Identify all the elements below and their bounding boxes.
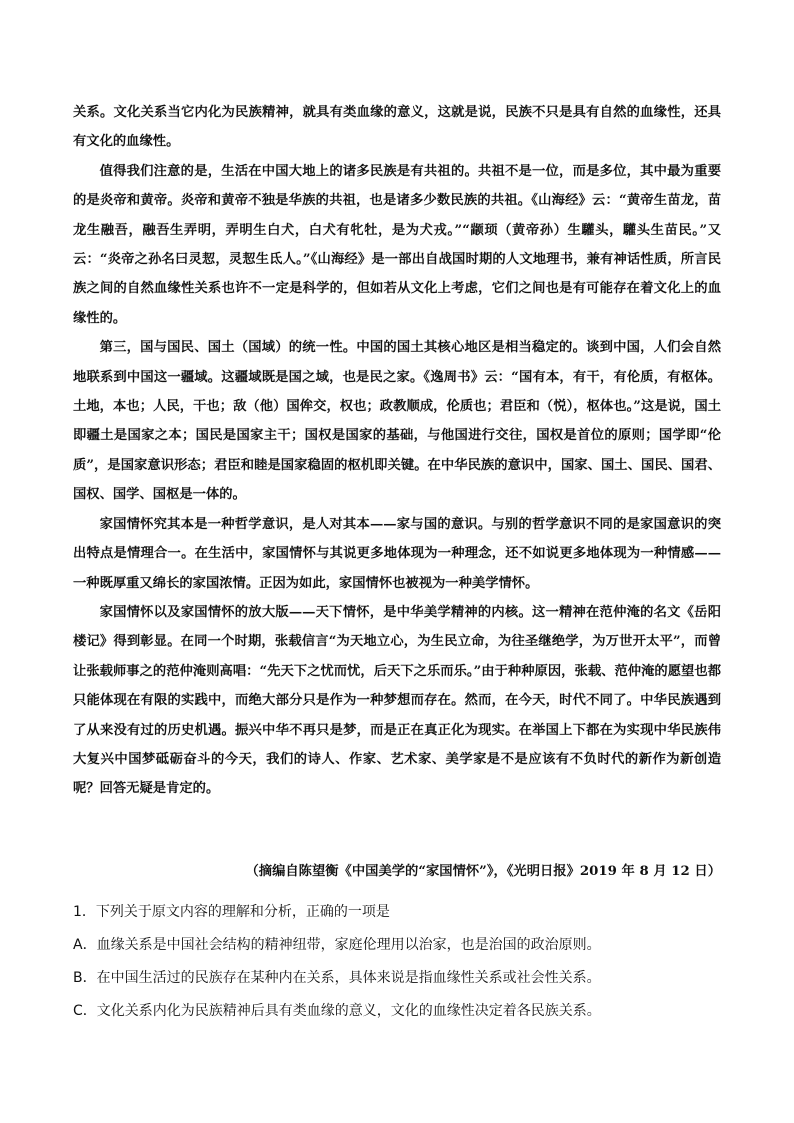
paragraph-third-unity: 第三，国与国民、国土（国域）的统一性。中国的国土其核心地区是相当稳定的。谈到中国，人们会自然地联系到中国这一疆域。这疆域既是国之域，也是民之家。《逸周书》云：“国有本，有干，有伦质，有枢体。土地，本也；人民，干也；敌（他）国侔交，权也；政教顺成，伦质也；君臣和（悦），枢体也。”这是说，国土即疆土是国家之本；国民是国家主干；国权是国家的基础，与他国进行交往，国权是首位的原则；国学即“伦质”，是国家意识形态；君臣和睦是国家稳固的枢机即关键。在中华民族的意识中，国家、国土、国民、国君、国权、国学、国枢是一体的。 <box>73 340 721 503</box>
article-body <box>73 98 721 804</box>
paragraph-tianxia: 家国情怀以及家国情怀的放大版——天下情怀，是中华美学精神的内核。这一精神在范仲淹的名文《岳阳楼记》得到彰显。在同一个时期，张载信言“为天地立心，为生民立命，为往圣继绝学，为万世开太平”，而曾让张载师事之的范仲淹则高唱：“先天下之忧而忧，后天下之乐而乐。”由于种种原因，张载、范仲淹的愿望也都只能体现在有限的实践中，而绝大部分只是作为一种梦想而存在。然而，在今天，时代不同了。中华民族遇到了从来没有过的历史机遇。振兴中华不再只是梦，而是正在真正化为现实。在举国上下都在为实现中华民族伟大复兴中国梦砥砺奋斗的今天，我们的诗人、作家、艺术家、美学家是不是应该有不负时代的新作为新创造呢？回答无疑是肯定的。 <box>73 604 721 797</box>
paragraph-continuation: 关系。文化关系当它内化为民族精神，就具有类血缘的意义，这就是说，民族不只是具有自然的血缘性，还具有文化的血缘性。 <box>73 105 721 150</box>
option-c[interactable]: C．文化关系内化为民族精神后具有类血缘的意义，文化的血缘性决定着各民族关系。 <box>73 1003 601 1019</box>
paragraph-philosophy: 家国情怀究其本是一种哲学意识，是人对其本——家与国的意识。与别的哲学意识不同的是家国意识的突出特点是情理合一。在生活中，家国情怀与其说更多地体现为一种理念，还不如说更多地体现为一种情感——一种既厚重又绵长的家国浓情。正因为如此，家国情怀也被视为一种美学情怀。 <box>73 516 721 591</box>
option-a[interactable]: A．血缘关系是中国社会结构的精神纽带，家庭伦理用以治家，也是治国的政治原则。 <box>73 937 601 953</box>
source-citation: （摘编自陈望衡《中国美学的“家国情怀”》，《光明日报》2019 年 8 月 12 日） <box>245 864 721 879</box>
paragraph-common-ancestors: 值得我们注意的是，生活在中国大地上的诸多民族是有共祖的。共祖不是一位，而是多位，其中最为重要的是炎帝和黄帝。炎帝和黄帝不独是华族的共祖，也是诸多少数民族的共祖。《山海经》云：“黄帝生苗龙，苗龙生融吾，融吾生弄明，弄明生白犬，白犬有牝牡，是为犬戎。”“颛顼（黄帝孙）生驩头，驩头生苗民。”又云：“炎帝之孙名曰灵恝，灵恝生氐人。”《山海经》是一部出自战国时期的人文地理书，兼有神话性质，所言民族之间的自然血缘性关系也许不一定是科学的，但如若从文化上考虑，它们之间也是有可能存在着文化上的血缘性的。 <box>73 163 721 326</box>
option-b[interactable]: B．在中国生活过的民族存在某种内在关系，具体来说是指血缘性关系或社会性关系。 <box>73 970 601 986</box>
question-block <box>73 896 733 1028</box>
question-stem: 1．下列关于原文内容的理解和分析，正确的一项是 <box>73 904 390 920</box>
